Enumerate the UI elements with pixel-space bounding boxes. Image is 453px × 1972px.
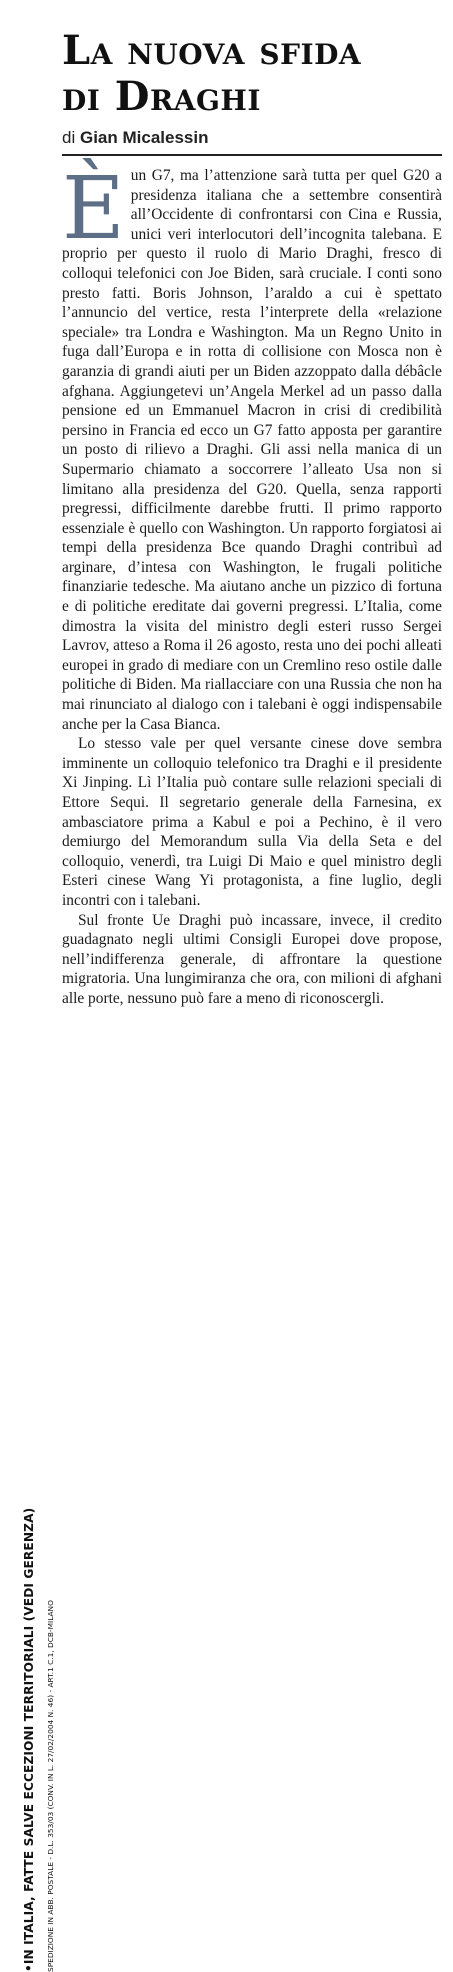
headline <box>62 28 442 120</box>
article-body <box>62 159 442 1009</box>
headline-line-2: di Draghi <box>62 73 261 120</box>
paragraph-1-text: un G7, ma l’attenzione sarà tutta per quel G20 a presidenza italiana che a settembre consentirà all’Occidente di confrontarsi con Cina e Russia, unici veri interlocutori dell’incognita talebana. E proprio per questo il ruolo di Mario Draghi, fresco di colloqui telefonici con Joe Biden, sarà cruciale. I conti sono presto fatti. Boris Johnson, l’araldo a cui è spettato l’annuncio del vertice, resta l’interprete della «relazione speciale» tra Londra e Washington. Ma un Regno Unito in fuga dall’Europa e in rotta di collisione con Mosca non è garanzia di grandi aiuti per un Biden azzoppato dalla débâcle afghana. Aggiungetevi un’Angela Merkel ad un passo dalla pensione ed un Emmanuel Macron in crisi di credibilità persino in Francia ed ecco un G7 fatto apposta per garantire un posto di rilievo a Draghi. Gli assi nella manica di un Supermario chiamato a soccorrere l’alleato Usa non si limitano alla presidenza del G20. Quella, senza rapporti pregressi, difficilmente darebbe frutti. Il primo rapporto essenziale è quello con Washington. Un rapporto forgiatosi ai tempi della presidenza Bce quando Draghi contribuì ad arginare, d’intesa con Washington, le frugali politiche finanziarie tedesche. Ma aiutano anche un pizzico di fortuna e di politiche ereditate dai governi pregressi. L’Italia, come dimostra la visita del ministro degli esteri russo Sergei Lavrov, atteso a Roma il 26 agosto, resta uno dei pochi alleati europei in grado di mediare con un Cremlino reso ostile dalle politiche di Biden. Ma riallacciare con una Russia che non ha mai rinunciato al dialogo con i talebani è oggi indispensabile anche per la Casa Bianca. <box>62 167 442 733</box>
drop-cap: È <box>62 159 125 259</box>
byline-author: Gian Micalessin <box>79 128 209 147</box>
byline-divider <box>62 154 442 156</box>
paragraph-2: Lo stesso vale per quel versante cinese dove sembra imminente un colloquio telefonico tra Draghi e il presidente Xi Jinping. Lì l’Italia può contare sulle relazioni speciali di Ettore Sequi. Il segretario generale della Farnesina, ex ambasciatore prima a Kabul e poi a Pechino, è il vero demiurgo del Memorandum sulla Via della Seta e del colloquio, venerdì, tra Luigi Di Maio e quel ministro degli Esteri cinese Wang Yi protagonista, a fine luglio, degli incontri con i talebani. <box>62 735 442 909</box>
postal-sidebar <box>0 780 58 1972</box>
distribution-notice: •IN ITALIA, FATTE SALVE ECCEZIONI TERRITORIALI (VEDI GERENZA) <box>22 1507 36 1972</box>
byline-prefix: di <box>62 128 80 147</box>
byline <box>62 128 442 148</box>
article <box>62 28 442 1009</box>
headline-line-1: La nuova sfida <box>62 27 362 74</box>
paragraph-1 <box>62 159 442 734</box>
paragraph-3: Sul fronte Ue Draghi può incassare, invece, il credito guadagnato negli ultimi Consigli Europei dove propose, nell’indifferenza generale, di affrontare la questione migratoria. Una lungimiranza che ora, con milioni di afghani alle porte, nessuno può fare a meno di riconoscergli. <box>62 911 442 1007</box>
postal-shipping-notice: SPEDIZIONE IN ABB. POSTALE - D.L. 353/03 (CONV. IN L. 27/02/2004 N. 46) - ART.1 C.1, DCB-MILANO <box>46 1600 55 1972</box>
